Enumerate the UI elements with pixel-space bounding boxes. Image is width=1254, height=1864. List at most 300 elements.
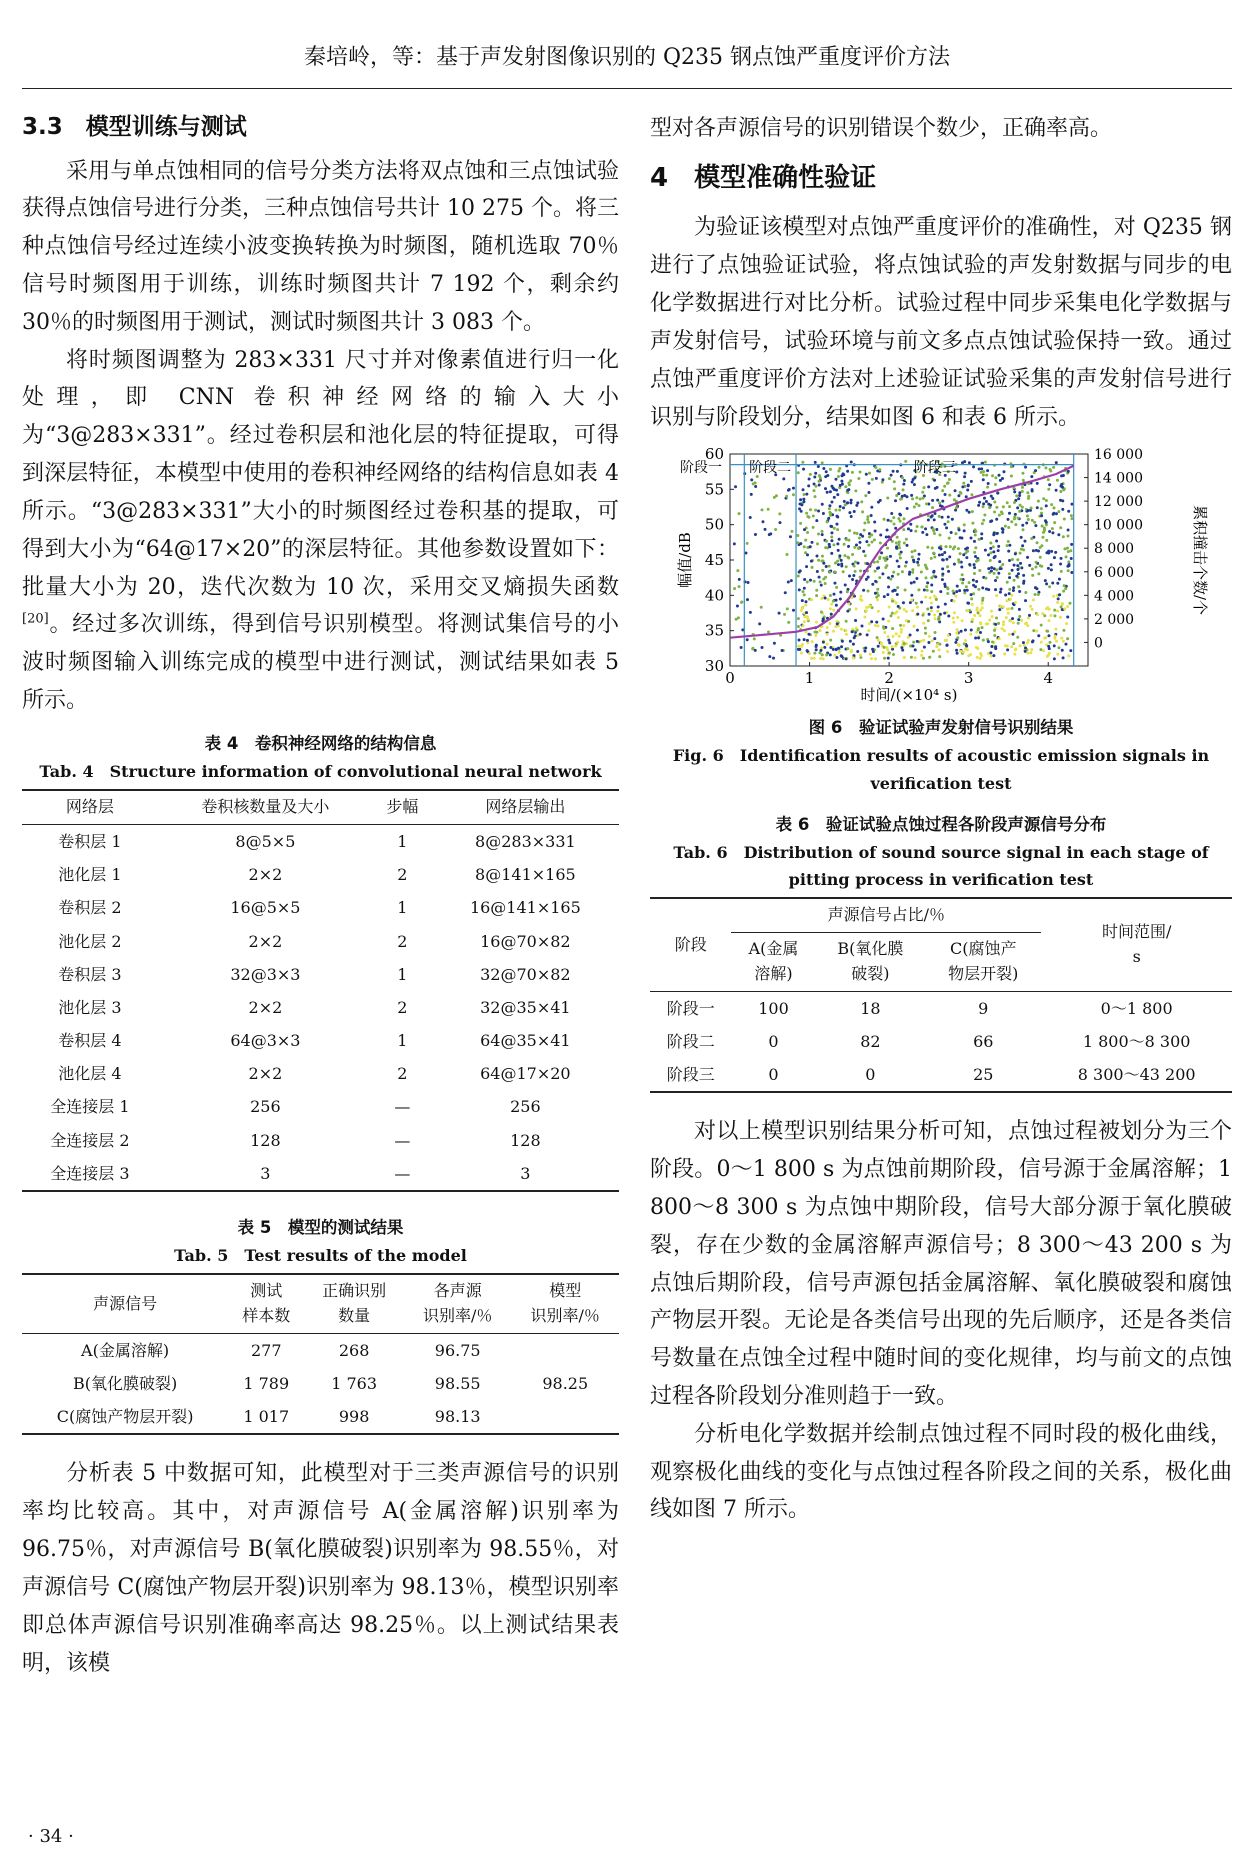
data-point [1018,615,1021,618]
data-point [754,485,757,488]
data-point [922,639,925,642]
data-point [931,547,934,550]
data-point [822,562,825,565]
data-point [899,557,902,560]
data-point [833,582,836,585]
paragraph [22,342,619,720]
data-point [962,651,965,654]
data-point [991,475,994,478]
data-point [1045,505,1048,508]
data-point [993,501,996,504]
data-point [844,486,847,489]
data-point [864,494,867,497]
data-point [925,566,928,569]
data-point [874,592,877,595]
data-point [1017,573,1020,576]
data-point [979,615,982,618]
data-point [939,591,942,594]
data-point [836,529,839,532]
table-row [650,991,1232,1025]
data-point [843,543,846,546]
data-point [814,472,817,475]
data-point [1070,571,1073,574]
data-point [832,630,835,633]
data-point [1044,520,1047,523]
data-point [811,640,814,643]
data-point [877,567,880,570]
data-point [1060,606,1063,609]
data-point [881,479,884,482]
data-point [985,474,988,477]
data-point [1035,561,1038,564]
data-point [905,610,908,613]
data-point [834,654,837,657]
data-point [790,579,793,582]
data-point [1026,492,1029,495]
data-point [850,515,853,518]
table-cell: — [394,1097,411,1117]
data-point [915,602,918,605]
data-point [958,561,961,564]
data-point [803,578,806,581]
data-point [933,479,936,482]
data-point [951,518,954,521]
data-point [946,592,949,595]
table5-caption-cn: 表 5 模型的测试结果 [237,1218,404,1238]
data-point [1047,635,1050,638]
data-point [936,499,939,502]
data-point [815,645,818,648]
x-axis-label: 时间/(×10⁴ s) [860,686,958,705]
data-point [1001,563,1004,566]
data-point [974,555,977,558]
data-point [933,519,936,522]
data-point [814,509,817,512]
data-point [1040,512,1043,515]
data-point [876,637,879,640]
data-point [885,556,888,559]
data-point [767,508,770,511]
data-point [899,520,902,523]
data-point [758,623,761,626]
data-point [811,541,814,544]
data-point [1031,489,1034,492]
data-point [815,621,818,624]
data-point [903,656,906,659]
data-point [1016,636,1019,639]
data-point [769,533,772,536]
data-point [1040,624,1043,627]
data-point [1018,590,1021,593]
data-point [1057,647,1060,650]
data-point [1017,586,1020,589]
data-point [819,649,822,652]
data-point [1042,498,1045,501]
data-point [870,541,873,544]
table-header: 各声源 识别率/％ [404,1274,512,1333]
table-cell: 1 [397,831,408,851]
y2-tick-label: 8 000 [1094,541,1135,558]
data-point [945,639,948,642]
data-point [750,493,753,496]
data-point [812,526,815,529]
data-point [930,602,933,605]
data-point [959,552,962,555]
data-point [924,596,927,599]
data-point [1016,559,1019,562]
data-point [893,481,896,484]
data-point [1052,507,1055,510]
data-point [786,608,789,611]
data-point [1060,475,1063,478]
data-point [901,477,904,480]
data-point [941,573,944,576]
data-point [1018,494,1021,497]
data-point [1030,537,1033,540]
data-point [1066,605,1069,608]
data-point [787,621,790,624]
data-point [890,520,893,523]
data-point [987,567,990,570]
data-point [858,537,861,540]
data-point [970,598,973,601]
data-point [895,547,898,550]
data-point [835,586,838,589]
data-point [910,656,913,659]
data-point [821,569,824,572]
data-point [826,633,829,636]
data-point [785,495,788,498]
data-point [912,641,915,644]
table4-caption-cn: 表 4 卷积神经网络的结构信息 [204,733,437,753]
data-point [784,592,787,595]
table5-caption-en: Tab. 5 Test results of the model [174,1246,467,1266]
data-point [1021,545,1024,548]
data-point [806,554,809,557]
table-cell: 池化层 2 [58,931,122,951]
data-point [821,654,824,657]
data-point [941,490,944,493]
data-point [873,521,876,524]
data-point [829,491,832,494]
data-point [803,621,806,624]
data-point [1050,564,1053,567]
data-point [917,564,920,567]
data-point [982,479,985,482]
data-point [880,552,883,555]
data-point [1026,652,1029,655]
data-point [959,491,962,494]
data-point [800,504,803,507]
data-point [883,646,886,649]
data-point [994,589,997,592]
data-point [956,616,959,619]
table-cell: 2×2 [248,865,283,885]
data-point [1026,515,1029,518]
data-point [1067,561,1070,564]
data-point [891,628,894,631]
data-point [1001,527,1004,530]
data-point [979,622,982,625]
table-cell: 3 [158,1157,373,1191]
data-point [799,522,802,525]
data-point [995,540,998,543]
table-cell: 1 [397,898,408,918]
data-point [830,532,833,535]
data-point [923,589,926,592]
data-point [1048,484,1051,487]
data-point [862,589,865,592]
data-point [865,541,868,544]
data-point [835,489,838,492]
data-point [921,650,924,653]
data-point [1041,536,1044,539]
data-point [982,506,985,509]
data-point [1007,540,1010,543]
data-point [978,569,981,572]
table-cell: 98.13 [404,1400,512,1434]
data-point [803,529,806,532]
data-point [1028,614,1031,617]
data-point [797,575,800,578]
table-header: 模型 识别率/％ [511,1274,619,1333]
data-point [736,570,739,573]
y2-tick-label: 14 000 [1094,470,1143,487]
table-cell: 25 [925,1058,1041,1092]
data-point [1010,594,1013,597]
data-point [952,548,955,551]
data-point [1063,584,1066,587]
data-point [913,477,916,480]
data-point [1023,644,1026,647]
data-point [1056,653,1059,656]
data-point [1008,512,1011,515]
data-point [1021,490,1024,493]
paragraph: 采用与单点蚀相同的信号分类方法将双点蚀和三点蚀试验获得点蚀信号进行分类，三种点蚀信号共计 10 275 个。将三种点蚀信号经过连续小波变换转换为时频图，随机选取 70％信号时频图用于训练，训练时频图共计 7 192 个，剩余约 30％的时频图用于测试，测试时频图共计 3 083 个。 [22,158,619,335]
data-point [875,621,878,624]
table-cell: 1 [397,964,408,984]
data-point [971,522,974,525]
data-point [798,508,801,511]
data-point [1000,588,1003,591]
paragraph: 对以上模型识别结果分析可知，点蚀过程被划分为三个阶段。0～1 800 s 为点蚀前期阶段，信号源于金属溶解；1 800～8 300 s 为点蚀中期阶段，信号大部分源于氧化膜破裂，存在少数的金属溶解声源信号；8 300～43 200 s 为点蚀后期阶段，信号声源包括金属溶解、氧化膜破裂和腐蚀产物层开裂。无论是各类信号出现的先后顺序，还是各类信号数量在点蚀全过程中随时间的变化规律，均与前文的点蚀过程各阶段划分准则趋于一致。 [650,1119,1232,1409]
data-point [944,493,947,496]
data-point [802,625,805,628]
data-point [863,529,866,532]
data-point [1032,550,1035,553]
data-point [1007,612,1010,615]
fig6-caption-cn: 图 6 验证试验声发射信号识别结果 [808,718,1074,738]
data-point [1058,578,1061,581]
table-row [22,925,619,958]
data-point [938,547,941,550]
data-point [1045,583,1048,586]
data-point [1016,568,1019,571]
data-point [989,520,992,523]
y-tick-label: 60 [704,448,724,464]
data-point [1053,609,1056,612]
section-heading-3-3: 3.3 模型训练与测试 [22,114,247,140]
data-point [900,628,903,631]
paragraph: 分析表 5 中数据可知，此模型对于三类声源信号的识别率均比较高。其中，对声源信号 A(金属溶解)识别率为 96.75％，对声源信号 B(氧化膜破裂)识别率为 98.55％，对声源信号 C(腐蚀产物层开裂)识别率为 98.13％，模型识别率即总体声源信号识别准确率高达 98.25％。以上测试结果表明，该模 [22,1461,619,1676]
data-point [1054,628,1057,631]
data-point [824,547,827,550]
data-point [982,519,985,522]
data-point [1024,591,1027,594]
data-point [1061,649,1064,652]
data-point [933,570,936,573]
data-point [847,539,850,542]
data-point [894,500,897,503]
data-point [975,580,978,583]
data-point [1018,645,1021,648]
stage-label: 阶段三 [913,460,956,477]
data-point [1009,598,1012,601]
data-point [1008,573,1011,576]
table-header: 网络层输出 [432,790,619,824]
data-point [996,492,999,495]
data-point [861,511,864,514]
data-point [812,490,815,493]
table-cell: 全连接层 3 [22,1157,158,1191]
data-point [768,656,771,659]
data-point [1041,525,1044,528]
data-point [854,635,857,638]
data-point [994,483,997,486]
data-point [886,497,889,500]
data-point [761,646,764,649]
data-point [882,651,885,654]
data-point [1033,521,1036,524]
data-point [844,584,847,587]
data-point [805,512,808,515]
data-point [959,578,962,581]
data-point [1053,522,1056,525]
data-point [854,490,857,493]
data-point [993,568,996,571]
data-point [843,500,846,503]
table-cell: 8@141×165 [475,865,576,885]
data-point [852,657,855,660]
data-point [1030,507,1033,510]
data-point [946,566,949,569]
data-point [1066,638,1069,641]
table-cell: 1 800～8 300 [1082,1031,1191,1051]
data-point [809,473,812,476]
data-point [805,565,808,568]
table-cell: 32@3×3 [230,964,301,984]
data-point [993,629,996,632]
data-point [1035,630,1038,633]
data-point [966,547,969,550]
data-point [1070,557,1073,560]
data-point [903,643,906,646]
data-point [753,638,756,641]
table-cell: 98.55 [434,1374,481,1394]
data-point [1002,506,1005,509]
data-point [1061,486,1064,489]
citation-ref[interactable]: [20] [22,612,49,628]
data-point [902,489,905,492]
table6-caption-en: pitting process in verification test [788,870,1094,890]
data-point [1024,650,1027,653]
data-point [1059,527,1062,530]
data-point [938,616,941,619]
data-point [837,564,840,567]
data-point [909,634,912,637]
data-point [829,639,832,642]
data-point [946,650,949,653]
data-point [1011,558,1014,561]
data-point [1013,501,1016,504]
data-point [868,472,871,475]
data-point [935,598,938,601]
data-point [1042,531,1045,534]
data-point [1060,557,1063,560]
data-point [836,516,839,519]
data-point [811,566,814,569]
data-point [900,631,903,634]
data-point [819,477,822,480]
data-point [747,581,750,584]
data-point [1070,517,1073,520]
data-point [1008,544,1011,547]
data-point [883,631,886,634]
x-tick-label: 2 [884,669,894,688]
x-tick-label: 1 [804,669,815,688]
data-point [970,537,973,540]
data-point [982,503,985,506]
data-point [970,629,973,632]
data-point [925,503,928,506]
data-point [735,618,738,621]
data-point [857,547,860,550]
data-point [960,566,963,569]
data-point [914,530,917,533]
fig6-caption-en: Fig. 6 Identification results of acoustic emission signals in [672,746,1210,766]
data-point [916,629,919,632]
data-point [1051,527,1054,530]
data-point [978,538,981,541]
table-row [22,824,619,858]
data-point [1005,600,1008,603]
data-point [889,615,892,618]
data-point [846,489,849,492]
data-point [887,657,890,660]
data-point [1040,545,1043,548]
data-point [959,537,962,540]
paragraph-text: 。经过多次训练，得到信号识别模型。将测试集信号的小波时频图输入训练完成的模型中进行测试，测试结果如表 5 所示。 [22,612,619,714]
data-point [815,649,818,652]
data-point [834,562,837,565]
data-point [1011,618,1014,621]
data-point [897,544,900,547]
data-point [826,643,829,646]
data-point [1056,479,1059,482]
table-row [22,1124,619,1157]
stage-label: 阶段二 [749,460,792,477]
data-point [864,555,867,558]
x-tick-label: 4 [1043,669,1053,688]
table-cell: 2 [397,997,408,1017]
data-point [865,473,868,476]
data-point [931,507,934,510]
data-point [760,509,763,512]
table-header: 正确识别 数量 [304,1274,404,1333]
data-point [910,594,913,597]
data-point [846,610,849,613]
data-point [1070,503,1073,506]
